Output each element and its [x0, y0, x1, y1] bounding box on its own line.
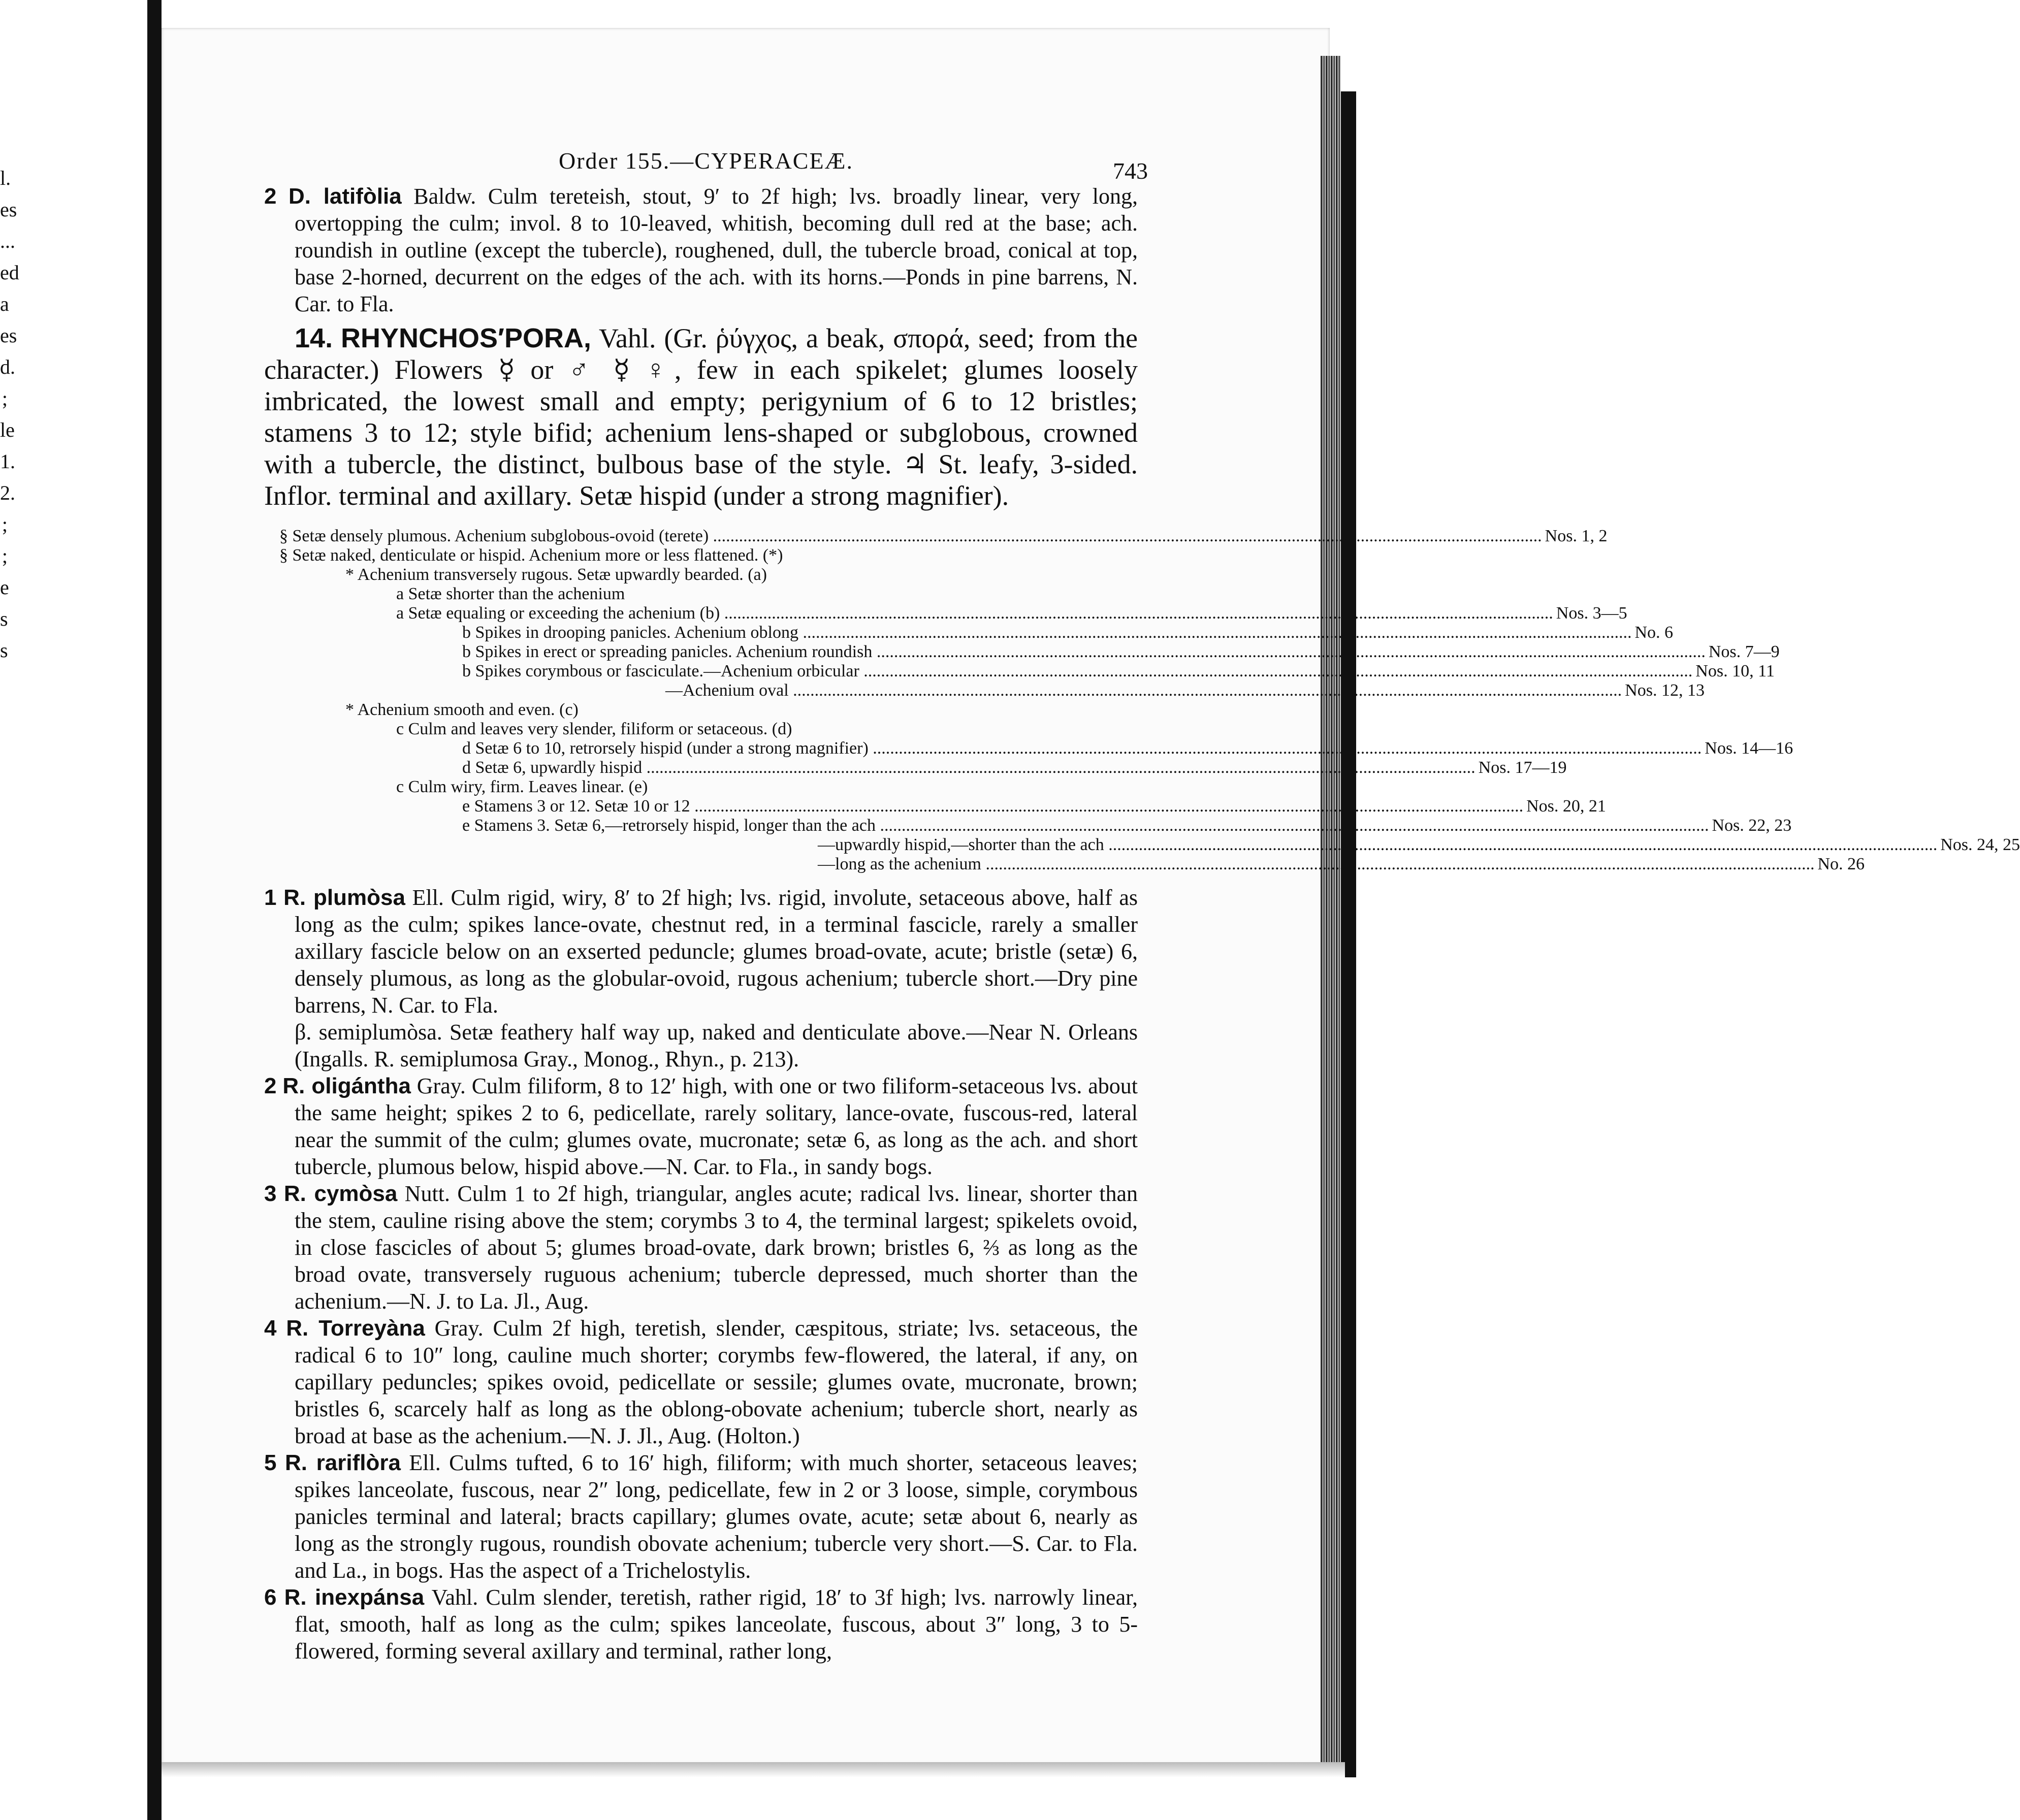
key-row: [279, 720, 1138, 739]
page-edges: [1321, 56, 1341, 1772]
page-content: [264, 137, 2020, 1665]
key-row: [279, 855, 1865, 874]
species-entry: [264, 1180, 1138, 1315]
entry-number: 3: [264, 1181, 277, 1206]
facing-page-fragment: 1.: [0, 450, 15, 473]
facing-page-fragment: ...: [0, 230, 15, 252]
key-row: [279, 546, 1138, 565]
species-entry: [264, 1072, 1138, 1180]
key-text: d Setæ 6, upwardly hispid .....: [462, 758, 1476, 777]
key-text: § Setæ densely plumous. Achenium subglobous-ovoid (terete) .....: [279, 527, 1542, 546]
facing-page-fragment: ;: [2, 513, 8, 536]
genus-number: 14.: [295, 323, 333, 353]
key-row: [279, 623, 1674, 642]
key-text: e Stamens 3 or 12. Setæ 10 or 12 .....: [462, 797, 1523, 816]
species-key: [279, 527, 2020, 874]
entry-number: 2: [264, 184, 277, 209]
genus-text: Vahl. (Gr. ῥύγχος, a beak, σπορά, seed; from the character.) Flowers ☿ or ♂ ☿ ♀, few in each spikelet; glumes loosely imbricated, the lowest small and empty; perigynium of 6 to 12 bristles; stamens 3 to 12; style bifid; achenium lens-shaped or subglobous, crowned with a tubercle, the distinct, bulbous base of the style. ♃ St. leafy, 3-sided. Inflor. terminal and axillary. Setæ hispid (under a strong magnifier).: [264, 323, 1138, 511]
entry-text: Nutt. Culm 1 to 2f high, triangular, angles acute; radical lvs. linear, shorter than the stem, cauline rising above the stem; corymbs 3 to 4, the terminal largest; spikelets ovoid, in close fascicles of about 5; glumes broad-ovate, dark brown; bristles 6, ⅔ as long as the broad ovate, transversely ruguous achenium; tubercle depressed, much shorter than the achenium.—N. J. to La. Jl., Aug.: [295, 1181, 1138, 1314]
facing-page-fragment: s: [0, 607, 8, 630]
key-text: e Stamens 3. Setæ 6,—retrorsely hispid, longer than the ach .....: [462, 816, 1709, 835]
key-text: d Setæ 6 to 10, retrorsely hispid (under a strong magnifier) .....: [462, 739, 1702, 758]
genus-name: RHYNCHOS′PORA,: [341, 323, 592, 353]
key-text: b Spikes in erect or spreading panicles. Achenium roundish .....: [462, 642, 1706, 662]
entry-text: Gray. Culm 2f high, teretish, slender, cæspitous, striate; lvs. setaceous, the radical 6 to 10″ long, cauline much shorter; corymbs few-flowered, the lateral, if any, on capillary peduncles; spikes ovoid, pedicellate or sessile; glumes ovate, mucronate, brown; bristles 6, scarcely half as long as the oblong-obovate achenium; tubercle short, nearly as broad at base as the achenium.—N. J. Jl., Aug. (Holton.): [295, 1316, 1138, 1448]
key-reference: Nos. 1, 2: [1545, 527, 1608, 545]
key-reference: Nos. 20, 21: [1526, 797, 1606, 816]
key-row: [279, 739, 1793, 758]
species-entry: [264, 1584, 1138, 1665]
species-entry: [264, 1315, 1138, 1449]
key-row: [279, 758, 1567, 777]
entry-number: 4: [264, 1316, 277, 1341]
entry-text: Ell. Culm rigid, wiry, 8′ to 2f high; lvs. rigid, involute, setaceous above, half as long as the culm; spikes lance-ovate, chestnut red, in a terminal fascicle, rarely a smaller axillary fascicle below on an exserted peduncle; glumes broad-ovate, acute; bristle (setæ) 6, densely plumous, as long as the globular-ovoid, rugous achenium; tubercle short.—Dry pine barrens, N. Car. to Fla.: [295, 885, 1138, 1018]
key-reference: [1135, 777, 1138, 797]
key-row: [279, 604, 1627, 623]
key-text: —Achenium oval .....: [665, 681, 1622, 700]
facing-page-fragment: d.: [0, 355, 15, 378]
facing-page-fragment: a: [0, 292, 9, 315]
key-text: —upwardly hispid,—shorter than the ach .....: [818, 835, 1937, 855]
key-row: [279, 681, 1705, 700]
species-entry: [264, 884, 1138, 1019]
facing-page-fragments: [0, 162, 142, 666]
species-name: R. plumòsa: [283, 885, 405, 910]
key-reference: Nos. 24, 25: [1940, 835, 2020, 854]
facing-page-fragment: es: [0, 324, 17, 347]
key-text: b Spikes corymbous or fasciculate.—Achenium orbicular .....: [462, 662, 1692, 681]
entry-number: 1: [264, 885, 277, 910]
book-edge-shadow: [1341, 91, 1356, 1777]
entry-text: Ell. Culms tufted, 6 to 16′ high, filiform; with much shorter, setaceous leaves; spikes lanceolate, fuscous, near 2″ long, pedicellate, few in 2 or 3 loose, simple, corymbous panicles terminal and lateral; bracts capillary; glumes ovate, acute; setæ about 6, nearly as long as the strongly rugous, roundish obovate achenium; tubercle very short.—S. Car. to Fla. and La., in bogs. Has the aspect of a Trichelostylis.: [295, 1450, 1138, 1583]
key-text: —long as the achenium .....: [818, 855, 1814, 874]
key-text: * Achenium transversely rugous. Setæ upwardly bearded. (a): [345, 565, 767, 584]
facing-page-fragment: ed: [0, 261, 19, 284]
key-row: [279, 700, 1138, 720]
key-reference: [1135, 700, 1138, 720]
key-text: § Setæ naked, denticulate or hispid. Achenium more or less flattened. (*): [279, 546, 783, 565]
facing-page-fragment: es: [0, 198, 17, 221]
entry-number: 2: [264, 1074, 277, 1098]
facing-page-fragment: ;: [2, 387, 8, 410]
species-entry: [264, 1019, 1138, 1072]
key-reference: [1135, 565, 1138, 584]
page-bottom-shadow: [162, 1762, 1345, 1777]
key-reference: Nos. 7—9: [1708, 642, 1780, 661]
key-reference: Nos. 17—19: [1478, 758, 1567, 777]
facing-page-fragment: 2.: [0, 481, 15, 504]
key-text: a Setæ shorter than the achenium: [396, 584, 625, 603]
facing-page-fragment: s: [0, 639, 8, 662]
key-text: * Achenium smooth and even. (c): [345, 700, 579, 719]
key-row: [279, 565, 1138, 584]
entry-text: Vahl. Culm slender, teretish, rather rigid, 18′ to 3f high; lvs. narrowly linear, flat, smooth, half as long as the culm; spikes lanceolate, fuscous, about 3″ long, 3 to 5-flowered, forming several axillary and terminal, rather long,: [295, 1585, 1138, 1664]
facing-page-fragment: l.: [0, 167, 11, 189]
species-name: R. Torreyàna: [286, 1316, 425, 1341]
key-row: [279, 662, 1775, 681]
key-reference: [1135, 546, 1138, 565]
key-row: [279, 835, 2020, 855]
key-text: b Spikes in drooping panicles. Achenium oblong .....: [462, 623, 1632, 642]
species-entry: [264, 1449, 1138, 1584]
facing-page-fragment: ;: [2, 544, 8, 567]
key-row: [279, 777, 1138, 797]
species-name: R. cymòsa: [283, 1181, 398, 1206]
entry-number: 6: [264, 1585, 277, 1610]
key-reference: Nos. 12, 13: [1625, 681, 1705, 700]
entry-text: β. semiplumòsa. Setæ feathery half way up, naked and denticulate above.—Near N. Orleans (Ingalls. R. semiplumosa Gray., Monog., Rhyn., p. 213).: [295, 1020, 1138, 1071]
running-title: Order 155.—CYPERACEÆ.: [559, 148, 853, 174]
key-row: [279, 527, 1608, 546]
book-gutter: [147, 0, 162, 1820]
key-row: [279, 642, 1780, 662]
key-text: a Setæ equaling or exceeding the achenium (b) .....: [396, 604, 1553, 623]
species-name: R. inexpánsa: [284, 1585, 425, 1610]
entry-number: 5: [264, 1450, 277, 1475]
species-name: R. rariflòra: [284, 1450, 401, 1475]
key-reference: [1135, 584, 1138, 604]
species-name: D. latifòlia: [288, 184, 402, 209]
key-reference: No. 26: [1817, 855, 1865, 873]
species-name: R. oligántha: [282, 1074, 411, 1098]
key-row: [279, 816, 1792, 835]
entry-text: Gray. Culm filiform, 8 to 12′ high, with one or two filiform-setaceous lvs. about the same height; spikes 2 to 6, pedicellate, rarely solitary, lance-ovate, fuscous-red, lateral near the summit of the culm; glumes ovate, mucronate; setæ 6, as long as the ach. and short tubercle, plumous below, hispid above.—N. Car. to Fla., in sandy bogs.: [295, 1074, 1138, 1179]
key-reference: [1135, 720, 1138, 739]
facing-page-fragment: le: [0, 418, 15, 441]
key-text: c Culm and leaves very slender, filiform or setaceous. (d): [396, 720, 792, 738]
key-text: c Culm wiry, firm. Leaves linear. (e): [396, 777, 648, 796]
species-entries: [264, 884, 1138, 1665]
entry-d-latifolia: [264, 183, 1138, 317]
genus-description: [264, 322, 1138, 511]
key-reference: No. 6: [1634, 623, 1674, 642]
key-row: [279, 797, 1606, 816]
page-header: [264, 137, 1148, 184]
page-number: 743: [1113, 158, 1148, 184]
key-reference: Nos. 22, 23: [1712, 816, 1792, 835]
key-row: [279, 584, 1138, 604]
entry-text: Baldw. Culm tereteish, stout, 9′ to 2f high; lvs. broadly linear, very long, overtopping the culm; invol. 8 to 10-leaved, whitish, becoming dull red at the base; ach. roundish in outline (except the tubercle), roughened, dull, the tubercle broad, conical at top, base 2-horned, decurrent on the edges of the ach. with its horns.—Ponds in pine barrens, N. Car. to Fla.: [295, 184, 1138, 316]
key-reference: Nos. 14—16: [1705, 739, 1793, 758]
facing-page-fragment: e: [0, 576, 9, 599]
key-reference: Nos. 3—5: [1556, 604, 1627, 623]
key-reference: Nos. 10, 11: [1695, 662, 1775, 680]
